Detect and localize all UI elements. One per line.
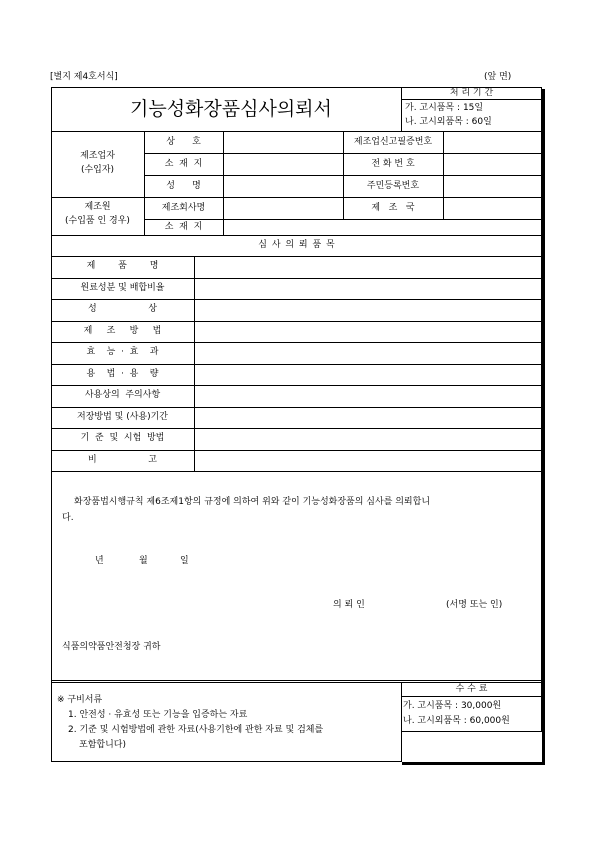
requester-label: 의 뢰 인	[333, 600, 365, 610]
resident-number-label: 주민등록번호	[366, 181, 420, 191]
manufacturer-company-label: 제조회사명	[161, 203, 206, 213]
signature-label: (서명 또는 인)	[446, 600, 503, 610]
item-row-field[interactable]	[196, 280, 540, 299]
person-name-field[interactable]	[225, 177, 342, 196]
resident-number-field[interactable]	[445, 177, 540, 196]
page-side: (앞 면)	[484, 72, 512, 82]
person-name-label: 성 명	[166, 181, 201, 191]
item-row-label: 기 준 및 시험 방법	[80, 433, 165, 443]
fee-line-1: 가. 고시품목 : 30,000원	[403, 701, 502, 711]
item-row-label: 사용상의 주의사항	[84, 390, 161, 400]
date-day: 일	[180, 556, 189, 566]
applicant-label: 제조업자	[80, 151, 115, 161]
item-row-field[interactable]	[196, 387, 540, 406]
manufacturer-sublabel: (수입품 인 경우)	[65, 216, 130, 226]
item-row-field[interactable]	[196, 409, 540, 428]
item-row-label: 비 고	[88, 455, 157, 465]
statement-line-2: 다.	[62, 513, 74, 523]
requester-field[interactable]	[378, 597, 440, 611]
attachment-item-2: 2. 기준 및 시험방법에 관한 자료(사용기한에 관한 자료 및 검체를	[68, 725, 324, 735]
item-row-field[interactable]	[196, 301, 540, 320]
company-name-field[interactable]	[225, 133, 342, 152]
report-number-label: 제조업신고필증번호	[353, 137, 433, 147]
phone-field[interactable]	[445, 155, 540, 174]
date-year: 년	[95, 556, 104, 566]
attachments-title: ※ 구비서류	[57, 695, 103, 705]
item-row-label: 제 품 명	[86, 261, 159, 271]
item-row-label: 용 법 · 용 량	[86, 369, 159, 379]
item-row-label: 원료성분 및 배합비율	[80, 283, 165, 293]
address-label: 소 재 지	[164, 159, 203, 169]
attachment-item-1: 1. 안전성 · 유효성 또는 기능을 입증하는 자료	[68, 710, 248, 720]
manufacturer-company-field[interactable]	[225, 199, 342, 218]
item-row-label: 효 능 · 효 과	[86, 347, 159, 357]
item-row-field[interactable]	[196, 366, 540, 385]
phone-label: 전 화 번 호	[371, 159, 415, 169]
item-row-field[interactable]	[196, 323, 540, 342]
items-header: 심 사 의 뢰 품 목	[258, 240, 335, 250]
fee-header: 수 수 료	[455, 684, 488, 694]
form-code: [별지 제4호서식]	[50, 72, 118, 82]
processing-line-2: 나. 고시외품목 : 60일	[405, 117, 492, 127]
manufacturer-label: 제조원	[84, 202, 111, 212]
item-row-label: 저장방법 및 (사용)기간	[77, 412, 168, 422]
item-row-field[interactable]	[196, 430, 540, 449]
processing-header: 처 리 기 간	[449, 88, 494, 98]
country-field[interactable]	[445, 199, 540, 218]
date-month: 월	[139, 556, 148, 566]
addressee: 식품의약품안전청장 귀하	[62, 642, 161, 652]
fee-line-2: 나. 고시외품목 : 60,000원	[403, 716, 510, 726]
item-row-label: 제 조 방 법	[83, 326, 162, 336]
item-row-field[interactable]	[196, 258, 540, 277]
manufacturer-address-label: 소 재 지	[164, 222, 203, 232]
processing-line-1: 가. 고시품목 : 15일	[405, 103, 484, 113]
manufacturer-address-field[interactable]	[225, 221, 540, 234]
form-title: 기능성화장품심사의뢰서	[130, 98, 332, 120]
statement-line-1: 화장품법시행규칙 제6조제1항의 규정에 의하여 위와 같이 기능성화장품의 심사를 의뢰합니	[74, 497, 431, 507]
item-row-field[interactable]	[196, 344, 540, 363]
address-field[interactable]	[225, 155, 342, 174]
item-row-label: 성 상	[88, 304, 157, 314]
report-number-field[interactable]	[445, 133, 540, 152]
country-label: 제 조 국	[371, 203, 415, 213]
attachment-item-2-cont: 포함합니다)	[79, 740, 126, 750]
applicant-sublabel: (수입자)	[80, 165, 115, 175]
company-name-label: 상 호	[166, 137, 201, 147]
item-row-field[interactable]	[196, 452, 540, 471]
